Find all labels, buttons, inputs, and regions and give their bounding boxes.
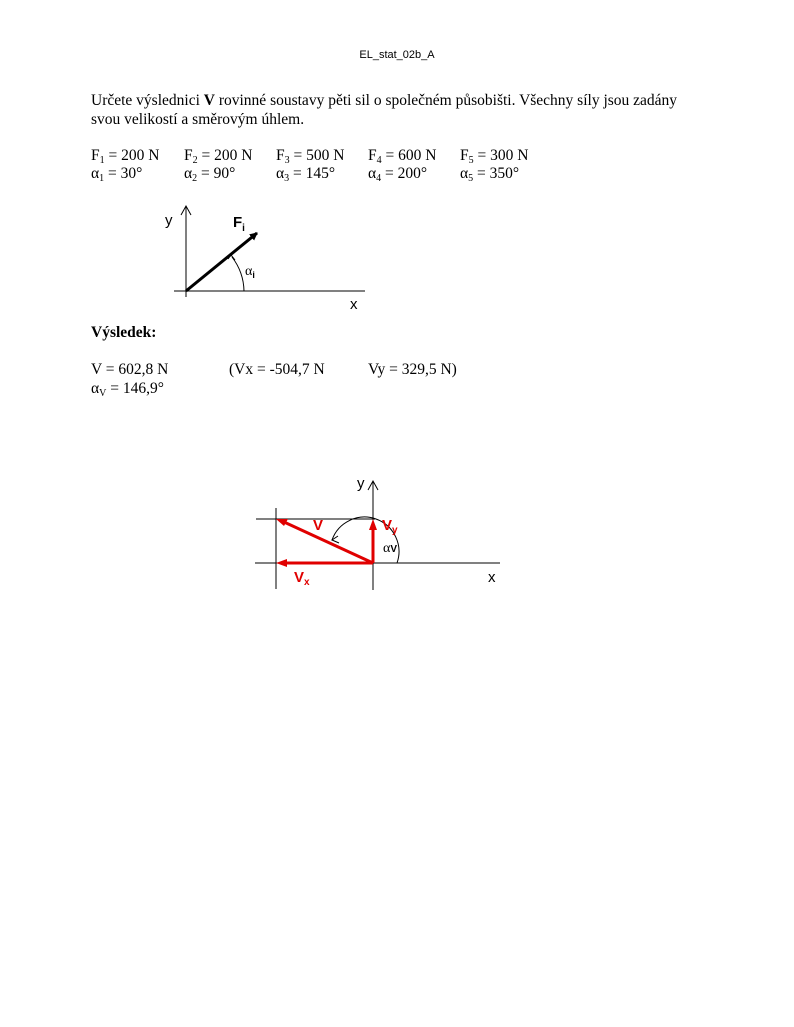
document-header: EL_stat_02b_A [359,49,435,61]
force-3-angle: $\alpha_3 = 145^\circ$ [276,165,336,184]
task-line-2: svou velikostí a směrovým úhlem. [91,111,305,128]
x-axis-label: x [350,296,358,313]
result-angle: $\alpha_V = 146,9^\circ$ [91,380,164,399]
y-axis-label: y [165,212,173,229]
result-magnitude: V = 602,8 N [91,361,169,378]
force-vector [186,233,257,291]
result-x-component: (Vx = -504,7 N [229,361,325,378]
force-label: $F_i$ [233,214,245,234]
force-3-magnitude: $F_3 = 500$ N [276,147,345,166]
vy-arrowhead [369,519,377,530]
y-axis-label: y [357,475,365,492]
angle-label: $\alpha_i$ [245,264,255,280]
resultant-label: V [313,517,324,534]
result-title: Výsledek: [91,324,157,341]
resultant-diagram [250,470,510,600]
task-line-1-start: Určete výslednici [91,92,204,109]
task-line-1 [91,91,677,110]
force-4-angle: $\alpha_4 = 200^\circ$ [368,165,428,184]
x-axis-label: x [488,569,496,586]
force-1-magnitude: $F_1 = 200$ N [91,147,160,166]
vx-arrowhead [276,559,287,567]
force-2-magnitude: $F_2 = 200$ N [184,147,253,166]
resultant-symbol: V [203,92,215,109]
force-5-magnitude: $F_5 = 300$ N [460,147,529,166]
force-1-angle: $\alpha_1 = 30^\circ$ [91,165,143,184]
vy-label: $V_y$ [382,517,398,536]
force-diagram [160,205,380,315]
task-line-1-end: rovinné soustavy pěti sil o společném působišti. Všechny síly jsou zadány [214,92,678,109]
force-5-angle: $\alpha_5 = 350^\circ$ [460,165,520,184]
angle-label: αV [383,541,398,556]
task-text [91,91,677,129]
vx-label: $V_x$ [294,569,310,588]
result-y-component: Vy = 329,5 N) [368,361,457,378]
angle-arc [232,257,244,291]
resultant-vector [284,522,373,563]
force-2-angle: $\alpha_2 = 90^\circ$ [184,165,236,184]
force-4-magnitude: $F_4 = 600$ N [368,147,437,166]
